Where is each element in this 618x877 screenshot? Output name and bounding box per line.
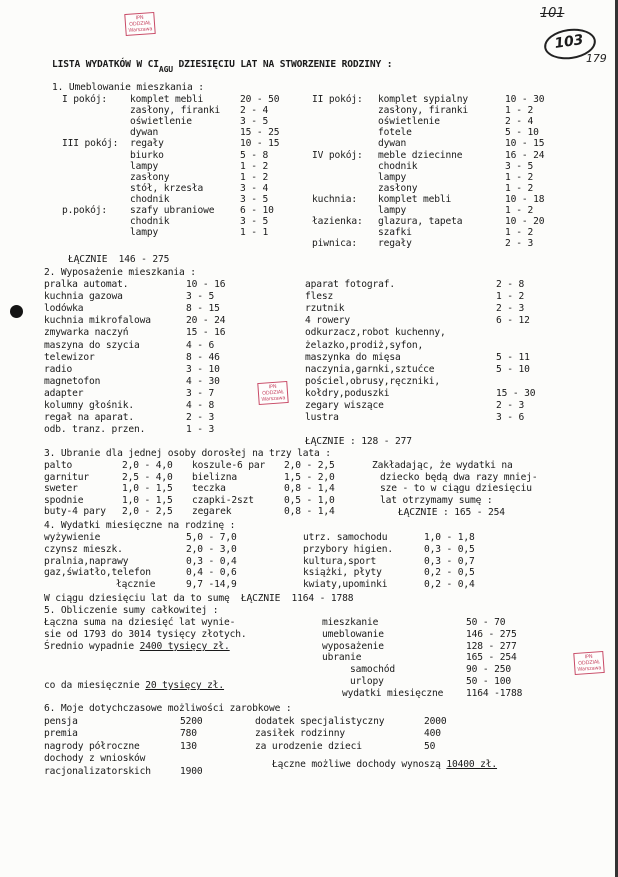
archive-number-crossed: 101 (540, 6, 565, 21)
s4-right-item: utrz. samochodu (303, 532, 388, 543)
s2-right-range: 2 - 8 (496, 279, 525, 290)
s1-total: ŁĄCZNIE 146 - 275 (68, 254, 170, 265)
s3-item-b: bielizna (192, 471, 238, 483)
page-number: 179 (586, 52, 607, 65)
section-2-heading: 2. Wyposażenie mieszkania : (44, 267, 196, 278)
s4-left-item: pralnia,naprawy (44, 555, 129, 567)
s6-total-value: 10400 zł. (446, 759, 498, 770)
s4-right-range: 0,3 - 0,5 (424, 543, 475, 555)
s3-range-a: 1,0 - 1,5 (122, 494, 173, 506)
s6-left-item: nagrody półroczne (44, 740, 140, 752)
s2-right-range: 5 - 11 (496, 351, 530, 363)
s1-right-item: komplet mebli (378, 193, 452, 205)
s1-left-range: 3 - 5 (240, 193, 269, 205)
s1-right-range: 1 - 2 (505, 171, 534, 183)
s6-right-value: 400 (424, 728, 441, 740)
s2-right-item: odkurzacz,robot kuchenny, (305, 327, 446, 339)
s4-right-item: przybory higien. (303, 543, 394, 555)
s2-left-item: pralka automat. (44, 279, 129, 290)
s5-summary-range: 128 - 277 (466, 640, 517, 652)
s2-left-range: 1 - 3 (186, 424, 215, 436)
s6-left-item: dochody z wniosków (44, 753, 146, 765)
s1-right-range: 10 - 30 (505, 94, 545, 105)
s1-right-item: meble dziecinne (378, 149, 463, 161)
punch-hole (10, 305, 23, 318)
s6-left-item: pensja (44, 716, 78, 727)
s6-right-item: zasiłek rodzinny (255, 728, 346, 740)
s4-right-item: książki, płyty (303, 567, 382, 579)
s6-left-value: 780 (180, 728, 197, 740)
s2-left-item: zmywarka naczyń (44, 327, 129, 339)
s3-item-a: buty-4 pary (44, 506, 106, 518)
s3-item-b: koszule-6 par (192, 460, 266, 471)
s1-left-item: komplet mebli (130, 94, 204, 105)
s1-right-item: glazura, tapeta (378, 216, 463, 228)
s1-left-range: 5 - 8 (240, 149, 269, 161)
s3-item-b: czapki-2szt (192, 494, 254, 506)
s1-right-item: chodnik (378, 160, 418, 172)
s1-right-room: łazienka: (312, 216, 363, 228)
s2-left-item: adapter (44, 387, 84, 399)
section-4-heading: 4. Wydatki miesięczne na rodzinę : (44, 520, 236, 531)
s4-right-range: 0,2 - 0,4 (424, 579, 475, 591)
s3-note-line: sze - to w ciągu dziesięciu (380, 483, 532, 495)
s1-right-range: 10 - 18 (505, 193, 545, 205)
s1-right-range: 2 - 3 (505, 238, 534, 250)
s2-left-item: lodówka (44, 303, 84, 315)
s1-left-room: I pokój: (62, 94, 108, 105)
s6-right-value: 2000 (424, 716, 447, 727)
document-title: LISTA WYDATKÓW W $CI_{AGU}$ DZIESIĘCIU LAT NA STWORZENIE RODZINY : (52, 59, 393, 74)
s2-right-item: 4 rowery (305, 315, 351, 327)
s1-right-item: zasłony, firanki (378, 105, 469, 117)
s1-left-range: 1 - 1 (240, 227, 269, 239)
s1-right-item: regały (378, 238, 412, 250)
section-1-heading: 1. Umeblowanie mieszkania : (52, 82, 204, 93)
s1-left-room: III pokój: (62, 138, 119, 150)
s1-left-item: regały (130, 138, 164, 150)
s3-note-line: lat otrzymamy sumę : (380, 494, 493, 506)
s2-left-range: 2 - 3 (186, 412, 215, 424)
s2-right-item: żelazko,prodiż,syfon, (305, 339, 424, 351)
s4-left-item: czynsz mieszk. (44, 543, 123, 555)
section-3-heading: 3. Ubranie dla jednej osoby dorosłej na trzy lata : (44, 448, 331, 459)
s1-right-range: 16 - 24 (505, 149, 545, 161)
s2-right-item: flesz (305, 291, 334, 303)
s3-total: ŁĄCZNIE : 165 - 254 (398, 507, 505, 518)
s2-right-range: 5 - 10 (496, 363, 530, 375)
s2-left-range: 8 - 46 (186, 351, 220, 363)
s1-left-item: zasłony, firanki (130, 105, 221, 117)
s2-right-item: pościel,obrusy,ręczniki, (305, 375, 441, 387)
s3-item-a: spodnie (44, 494, 84, 506)
s3-range-b: 2,0 - 2,5 (284, 460, 335, 471)
archive-stamp-top: IPN ODDZIAŁ Warszawa (124, 12, 155, 36)
s2-left-item: regał na aparat. (44, 412, 135, 424)
s6-right-value: 50 (424, 740, 436, 752)
s1-left-range: 1 - 2 (240, 160, 269, 172)
s3-range-b: 0,8 - 1,4 (284, 506, 335, 518)
s1-right-item: oświetlenie (378, 116, 440, 128)
s1-left-item: chodnik (130, 216, 170, 228)
s1-right-room: kuchnia: (312, 193, 358, 205)
s1-right-range: 1 - 2 (505, 182, 534, 194)
s5-summary-item: wydatki miesięczne (342, 687, 444, 699)
s1-left-item: dywan (130, 127, 159, 139)
s2-right-item: lustra (305, 412, 339, 424)
s1-left-item: stół, krzesła (130, 182, 204, 194)
s2-left-item: odb. tranz. przen. (44, 424, 146, 436)
s5-line: sie od 1793 do 3014 tysięcy złotych. (44, 629, 247, 640)
s3-range-a: 1,0 - 1,5 (122, 483, 173, 495)
s2-right-item: naczynia,garnki,sztućce (305, 363, 435, 375)
s2-right-range: 15 - 30 (496, 387, 536, 399)
s2-right-range: 2 - 3 (496, 303, 525, 315)
s2-left-range: 15 - 16 (186, 327, 226, 339)
s1-left-range: 3 - 4 (240, 182, 269, 194)
s1-right-room: piwnica: (312, 238, 358, 250)
s2-right-item: kołdry,poduszki (305, 387, 390, 399)
s1-right-range: 5 - 10 (505, 127, 539, 139)
s1-left-item: chodnik (130, 193, 170, 205)
s3-range-a: 2,5 - 4,0 (122, 471, 173, 483)
s2-right-range: 2 - 3 (496, 400, 525, 411)
s3-note-line: Zakładając, że wydatki na (372, 460, 513, 471)
s2-left-range: 3 - 10 (186, 363, 220, 375)
section-6-heading: 6. Moje dotychczasowe możliwości zarobkowe : (44, 703, 292, 714)
s2-left-item: radio (44, 363, 73, 375)
s6-right-item: dodatek specjalistyczny (255, 716, 385, 727)
s6-left-value: 130 (180, 740, 197, 752)
s1-right-range: 3 - 5 (505, 160, 534, 172)
s5-summary-range: 50 - 70 (466, 617, 506, 628)
s6-total (272, 759, 497, 770)
s1-right-item: lampy (378, 205, 407, 216)
s6-left-value: 1900 (180, 765, 203, 777)
s4-right-item: kwiaty,upominki (303, 579, 388, 591)
s2-left-item: telewizor (44, 351, 95, 363)
s4-decade-total: W ciągu dziesięciu lat da to sumę ŁĄCZNIE 1164 - 1788 (44, 593, 354, 604)
s6-total-label: Łączne możliwe dochody wynoszą (272, 759, 447, 770)
s1-left-range: 20 - 50 (240, 94, 280, 105)
s5-summary-item: wyposażenie (322, 640, 384, 652)
s5-summary-range: 1164 -1788 (466, 687, 523, 699)
s2-right-item: maszynka do mięsa (305, 351, 401, 363)
s4-left-item: łącznie (116, 579, 156, 591)
s6-right-item: za urodzenie dzieci (255, 740, 362, 752)
s1-right-item: lampy (378, 171, 407, 183)
s5-monthly-value: 2400 tysięcy zł. (139, 641, 230, 652)
s2-left-item: kuchnia mikrofalowa (44, 315, 151, 327)
s2-right-range: 3 - 6 (496, 412, 525, 424)
s5-summary-item: umeblowanie (322, 628, 384, 640)
s3-range-a: 2,0 - 2,5 (122, 506, 173, 518)
s3-range-a: 2,0 - 4,0 (122, 460, 173, 471)
s1-left-item: lampy (130, 160, 159, 172)
s2-total: ŁĄCZNIE : 128 - 277 (305, 436, 412, 447)
s3-range-b: 0,8 - 1,4 (284, 483, 335, 495)
s1-left-item: szafy ubraniowe (130, 205, 215, 216)
section-5-heading: 5. Obliczenie sumy całkowitej : (44, 605, 219, 616)
s4-left-item: gaz,światło,telefon (44, 567, 151, 579)
s5-summary-range: 50 - 100 (466, 676, 512, 687)
s4-left-range: 0,4 - 0,6 (186, 567, 237, 579)
s4-left-range: 2,0 - 3,0 (186, 543, 237, 555)
s2-right-item: rzutnik (305, 303, 345, 315)
s1-left-range: 6 - 10 (240, 205, 274, 216)
archive-stamp-bottom: IPN ODDZIAŁ Warszawa (573, 651, 604, 675)
s1-right-range: 2 - 4 (505, 116, 534, 128)
s2-right-range: 1 - 2 (496, 291, 525, 303)
archive-number: 103 (553, 32, 585, 52)
s1-left-range: 3 - 5 (240, 116, 269, 128)
s2-left-range: 4 - 8 (186, 400, 215, 411)
s3-item-a: garnitur (44, 471, 90, 483)
s3-item-b: teczka (192, 483, 226, 495)
s1-right-range: 10 - 20 (505, 216, 545, 228)
s2-right-range: 6 - 12 (496, 315, 530, 327)
s1-right-range: 1 - 2 (505, 205, 534, 216)
s2-left-range: 3 - 5 (186, 291, 215, 303)
s2-left-range: 10 - 16 (186, 279, 226, 290)
s4-right-range: 0,3 - 0,7 (424, 555, 475, 567)
s2-right-item: aparat fotograf. (305, 279, 396, 290)
s2-left-range: 20 - 24 (186, 315, 226, 327)
s1-right-range: 10 - 15 (505, 138, 545, 150)
s4-left-range: 0,3 - 0,4 (186, 555, 237, 567)
s5-per-month-value: 20 tysięcy zł. (145, 680, 225, 691)
s1-right-range: 1 - 2 (505, 227, 534, 239)
s2-left-range: 4 - 6 (186, 339, 215, 351)
s1-right-item: zasłony (378, 182, 418, 194)
s4-right-range: 1,0 - 1,8 (424, 532, 475, 543)
s3-item-a: sweter (44, 483, 78, 495)
s6-left-item: racjonalizatorskich (44, 765, 151, 777)
s5-summary-item: samochód (350, 664, 396, 676)
s2-left-item: maszyna do szycia (44, 339, 140, 351)
s3-range-b: 0,5 - 1,0 (284, 494, 335, 506)
s1-right-room: II pokój: (312, 94, 363, 105)
s3-note-line: dziecko będą dwa razy mniej- (380, 471, 538, 483)
s2-left-item: magnetofon (44, 375, 101, 387)
s1-right-room: IV pokój: (312, 149, 363, 161)
s1-right-item: fotele (378, 127, 412, 139)
s2-left-range: 8 - 15 (186, 303, 220, 315)
s2-left-item: kuchnia gazowa (44, 291, 123, 303)
s1-left-range: 15 - 25 (240, 127, 280, 139)
s1-left-range: 2 - 4 (240, 105, 269, 117)
s2-left-item: kolumny głośnik. (44, 400, 135, 411)
s2-left-range: 4 - 30 (186, 375, 220, 387)
s4-left-range: 9,7 -14,9 (186, 579, 237, 591)
s3-item-a: palto (44, 460, 73, 471)
s2-left-range: 3 - 7 (186, 387, 215, 399)
s1-left-item: zasłony (130, 171, 170, 183)
s3-item-b: zegarek (192, 506, 232, 518)
s6-left-value: 5200 (180, 716, 203, 727)
s4-right-range: 0,2 - 0,5 (424, 567, 475, 579)
s5-summary-item: ubranie (322, 652, 362, 664)
s5-summary-range: 90 - 250 (466, 664, 512, 676)
s1-right-range: 1 - 2 (505, 105, 534, 117)
s5-monthly (44, 641, 230, 652)
archive-stamp-middle: IPN ODDZIAŁ Warszawa (257, 381, 288, 405)
s5-summary-range: 146 - 275 (466, 628, 517, 640)
s6-left-item: premia (44, 728, 78, 740)
s4-left-range: 5,0 - 7,0 (186, 532, 237, 543)
s5-summary-range: 165 - 254 (466, 652, 517, 664)
s5-line: Łączna suma na dziesięć lat wynie- (44, 617, 236, 628)
s5-per-month-label: co da miesięcznie (44, 680, 146, 691)
s5-summary-item: mieszkanie (322, 617, 379, 628)
s1-left-item: oświetlenie (130, 116, 192, 128)
s5-summary-item: urlopy (350, 676, 384, 687)
s4-left-item: wyżywienie (44, 532, 101, 543)
s5-per-month (44, 680, 224, 691)
s2-right-item: zegary wiszące (305, 400, 384, 411)
s1-right-item: dywan (378, 138, 407, 150)
s1-left-item: biurko (130, 149, 164, 161)
s4-right-item: kultura,sport (303, 555, 377, 567)
s1-right-item: komplet sypialny (378, 94, 469, 105)
s1-right-item: szafki (378, 227, 412, 239)
s5-monthly-label: Średnio wypadnie (44, 641, 140, 652)
s1-left-item: lampy (130, 227, 159, 239)
s1-left-range: 10 - 15 (240, 138, 280, 150)
s1-left-range: 1 - 2 (240, 171, 269, 183)
s1-left-range: 3 - 5 (240, 216, 269, 228)
s1-left-room: p.pokój: (62, 205, 108, 216)
s3-range-b: 1,5 - 2,0 (284, 471, 335, 483)
